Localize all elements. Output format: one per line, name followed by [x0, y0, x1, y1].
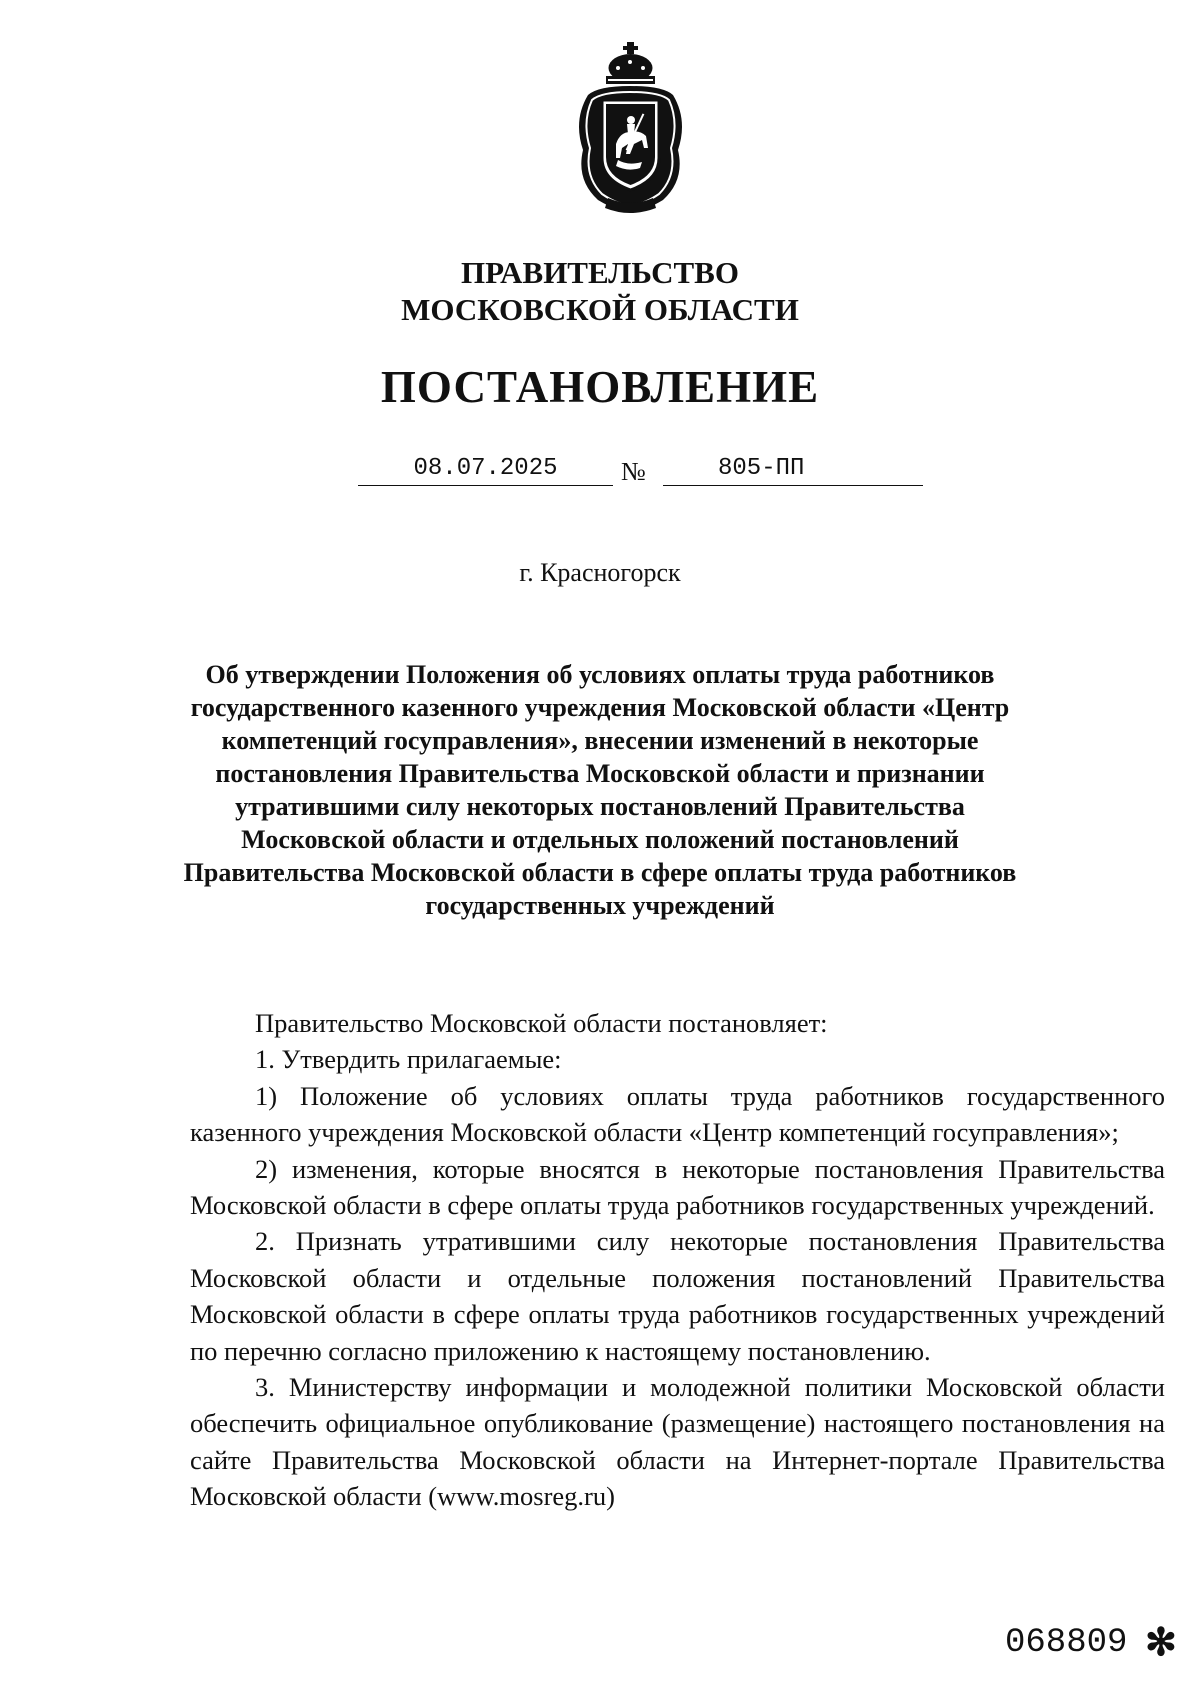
- number-sign: №: [621, 457, 646, 486]
- city: г. Красногорск: [519, 558, 681, 587]
- document-type: ПОСТАНОВЛЕНИЕ: [380, 362, 820, 412]
- serial-number: 068809: [1005, 1624, 1128, 1662]
- body-paragraph: 1) Положение об условиях оплаты труда работников государственного казенного учреждения Московской области «Центр компетенций госуправления»;: [190, 1080, 1165, 1148]
- body-paragraph: 2. Признать утратившими силу некоторые постановления Правительства Московской области и отдельные положения постановлений Правительства Московской области в сфере оплаты труда работников государственных учреждений по перечню согласно приложению к настоящему постановлению.: [190, 1226, 1165, 1366]
- body-paragraph: 2) изменения, которые вносятся в некоторые постановления Правительства Московской области в сфере оплаты труда работников государственных учреждений.: [190, 1153, 1165, 1221]
- document-number: 805-ПП: [663, 455, 923, 486]
- org-line-1: ПРАВИТЕЛЬСТВО: [461, 255, 739, 290]
- document-body: [190, 1005, 1165, 1515]
- body-paragraph: 1. Утвердить прилагаемые:: [255, 1044, 562, 1075]
- registration-row: [358, 455, 923, 495]
- body-paragraph: Правительство Московской области постановляет:: [255, 1008, 828, 1038]
- org-line-2: МОСКОВСКОЙ ОБЛАСТИ: [401, 292, 799, 327]
- body-paragraph: 3. Министерству информации и молодежной политики Московской области обеспечить официальное опубликование (размещение) настоящего постановления на сайте Правительства Московской области на Интернет-портале Правительства Московской области (www.mosreg.ru): [190, 1372, 1165, 1512]
- coat-of-arms-icon: [568, 40, 693, 215]
- star-icon: ✻: [1145, 1622, 1177, 1664]
- document-date: 08.07.2025: [358, 455, 613, 486]
- document-title: Об утверждении Положения об условиях оплаты труда работников государственного казенного учреждения Московской области «Центр компетенций госуправления», внесении изменений в некоторые постановления Правительства Московской области и признании утратившими силу некоторых постановлений Правительства Московской области и отдельных положений постановлений Правительства Московской области в сфере оплаты труда работников государственных учреждений: [183, 660, 1017, 920]
- organization-name: [0, 254, 1200, 328]
